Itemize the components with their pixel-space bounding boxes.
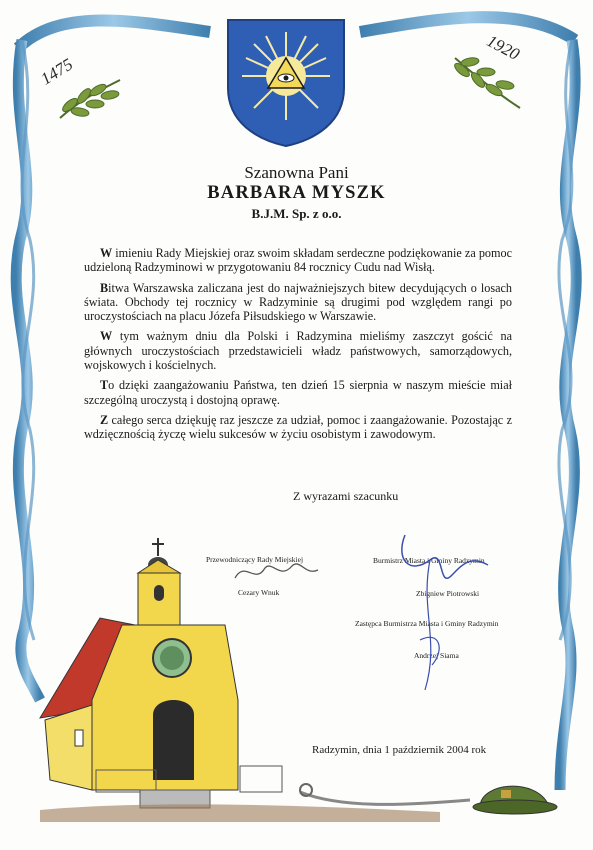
salutation: Szanowna Pani bbox=[244, 163, 349, 182]
recipient-name: BARBARA MYSZK bbox=[207, 183, 386, 203]
mayor-title: Burmistrz Miasta i Gminy Radzymin bbox=[373, 556, 485, 565]
deputy-name: Andrzej Siama bbox=[414, 651, 459, 660]
year-end: 1920 bbox=[483, 31, 523, 64]
paragraph: Bitwa Warszawska zaliczana jest do najważniejszych bitew decydujących o losach świata. Obchody tej rocznicy w Radzyminie są drugimi pod względem rangi po uroczystościach na placu Józefa Piłsudskiego w Warszawie. bbox=[84, 280, 512, 324]
closing-phrase: Z wyrazami szacunku bbox=[293, 489, 399, 503]
paragraph: W imieniu Rady Miejskiej oraz swoim składam serdeczne podziękowanie za pomoc udzieloną Radzyminowi w przygotowaniu 84 rocznicy Cudu nad Wisłą. bbox=[84, 246, 512, 275]
place-and-date: Radzymin, dnia 1 październik 2004 rok bbox=[312, 744, 487, 756]
paragraph: To dzięki zaangażowaniu Państwa, ten dzień 15 sierpnia w naszym mieście miał szczególną uroczystą i dostojną oprawę. bbox=[84, 378, 512, 407]
council-chair-name: Cezary Wnuk bbox=[238, 588, 280, 597]
year-start: 1475 bbox=[37, 54, 77, 89]
recipient-company: B.J.M. Sp. z o.o. bbox=[251, 206, 342, 221]
deputy-title: Zastępca Burmistrza Miasta i Gminy Radzymin bbox=[355, 619, 499, 628]
mayor-name: Zbigniew Piotrowski bbox=[416, 589, 480, 598]
paragraph: W tym ważnym dniu dla Polski i Radzymina mieliśmy zaszczyt gościć na głównych uroczystościach przedstawicieli władz państwowych, samorządowych, wojskowych i kościelnych. bbox=[84, 329, 512, 373]
paragraph: Z całego serca dziękuję raz jeszcze za udział, pomoc i zaangażowanie. Pozostając z wdzięcznością życzę wielu sukcesów w życiu osobistym i zawodowym. bbox=[84, 412, 512, 442]
council-chair-title: Przewodniczący Rady Miejskiej bbox=[206, 555, 304, 564]
